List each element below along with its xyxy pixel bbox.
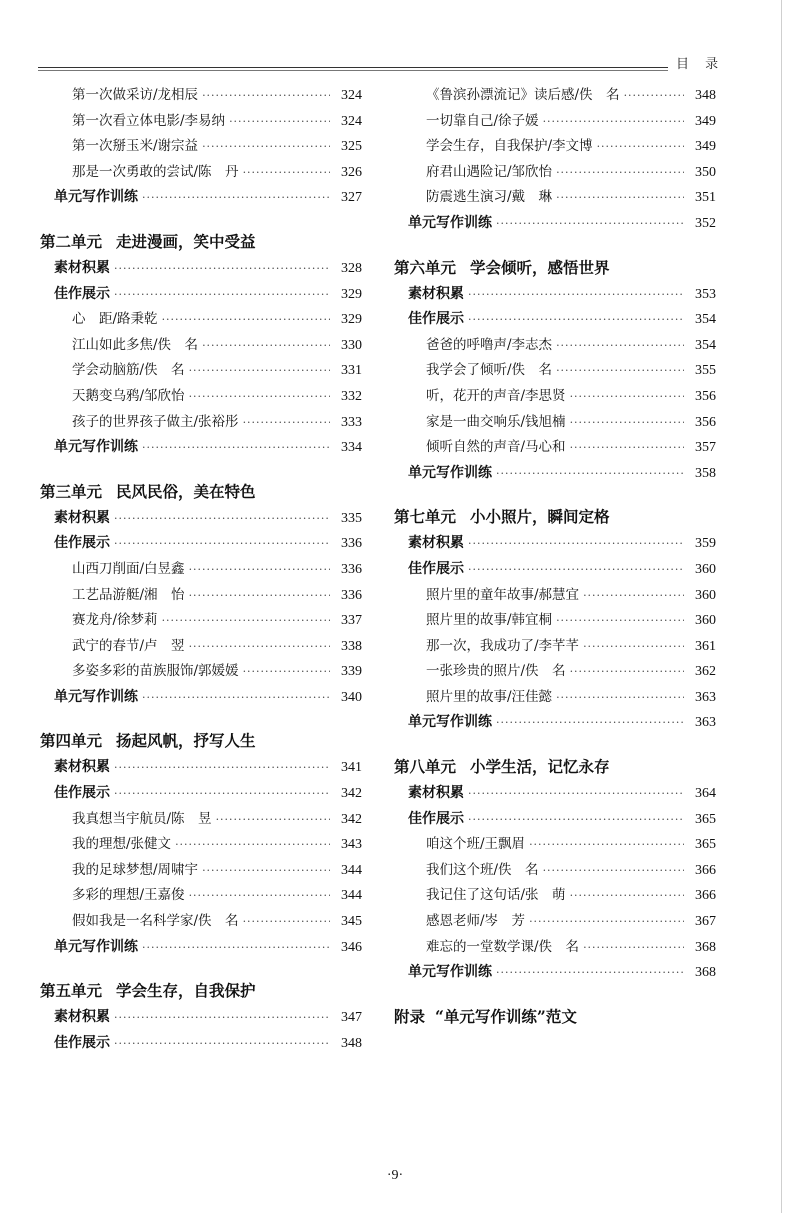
entry-page-number: 349 bbox=[695, 139, 716, 155]
toc-article-entry[interactable] bbox=[394, 685, 716, 711]
entry-page-number: 336 bbox=[341, 561, 362, 577]
entry-page-number: 342 bbox=[341, 786, 362, 802]
toc-article-entry[interactable] bbox=[40, 858, 362, 884]
entry-title: 学会生存，自我保护/李文博 bbox=[426, 138, 593, 155]
toc-article-entry[interactable] bbox=[40, 634, 362, 660]
leader-dots bbox=[243, 909, 330, 935]
entry-page-number: 332 bbox=[341, 388, 362, 404]
entry-title: 佳作展示 bbox=[408, 560, 464, 577]
toc-section-entry[interactable] bbox=[40, 506, 362, 532]
leader-dots bbox=[583, 583, 684, 609]
entry-page-number: 354 bbox=[695, 337, 716, 353]
toc-article-entry[interactable] bbox=[40, 410, 362, 436]
toc-left-column bbox=[40, 83, 362, 1074]
entry-title: 单元写作训练 bbox=[54, 189, 138, 206]
entry-page-number: 343 bbox=[341, 837, 362, 853]
entry-title: 佳作展示 bbox=[54, 535, 110, 552]
leader-dots bbox=[114, 1031, 330, 1057]
leader-dots bbox=[189, 557, 330, 583]
entry-page-number: 328 bbox=[341, 260, 362, 276]
leader-dots bbox=[189, 358, 330, 384]
entry-title: 我真想当宇航员/陈 昱 bbox=[72, 810, 212, 827]
leader-dots bbox=[468, 807, 684, 833]
entry-title: 孩子的世界孩子做主/张裕彤 bbox=[72, 413, 239, 430]
entry-title: 江山如此多焦/佚 名 bbox=[72, 336, 199, 353]
toc-article-entry[interactable] bbox=[40, 109, 362, 135]
toc-section-entry[interactable] bbox=[394, 307, 716, 333]
entry-title: 第一次做采访/龙相辰 bbox=[72, 87, 199, 103]
unit-heading[interactable] bbox=[40, 728, 362, 753]
entry-title: 我们这个班/佚 名 bbox=[426, 861, 539, 878]
entry-title: 单元写作训练 bbox=[408, 214, 492, 231]
toc-article-entry[interactable] bbox=[40, 134, 362, 160]
leader-dots bbox=[529, 832, 684, 858]
header-rule-thin bbox=[38, 70, 668, 71]
entry-page-number: 350 bbox=[695, 164, 716, 180]
leader-dots bbox=[189, 883, 330, 909]
appendix-heading[interactable] bbox=[394, 1004, 716, 1029]
entry-page-number: 336 bbox=[341, 587, 362, 603]
leader-dots bbox=[496, 960, 684, 986]
leader-dots bbox=[570, 883, 684, 909]
toc-unit bbox=[40, 83, 362, 211]
leader-dots bbox=[570, 659, 684, 685]
leader-dots bbox=[570, 410, 684, 436]
entry-page-number: 358 bbox=[695, 465, 716, 481]
leader-dots bbox=[114, 282, 330, 308]
unit-name: 小学生活，记忆永存 bbox=[470, 757, 610, 777]
toc-section-entry[interactable] bbox=[394, 781, 716, 807]
entry-page-number: 330 bbox=[341, 337, 362, 353]
leader-dots bbox=[162, 307, 330, 333]
header-rule bbox=[38, 67, 668, 68]
leader-dots bbox=[114, 256, 330, 282]
entry-page-number: 363 bbox=[695, 715, 716, 731]
entry-title: 第一次看立体电影/李易纳 bbox=[72, 112, 226, 129]
toc-unit bbox=[40, 479, 362, 711]
entry-page-number: 347 bbox=[341, 1010, 362, 1026]
toc-article-entry[interactable] bbox=[394, 935, 716, 961]
leader-dots bbox=[583, 935, 684, 961]
entry-page-number: 329 bbox=[341, 312, 362, 328]
toc-section-entry[interactable] bbox=[394, 461, 716, 487]
unit-number: 第三单元 bbox=[40, 481, 103, 501]
entry-page-number: 346 bbox=[341, 939, 362, 955]
leader-dots bbox=[142, 185, 330, 211]
entry-title: 咱这个班/王飘眉 bbox=[426, 836, 526, 853]
toc-right-column bbox=[394, 83, 716, 1029]
entry-title: 那是一次勇敢的尝试/陈 丹 bbox=[72, 163, 239, 180]
leader-dots bbox=[243, 160, 330, 186]
leader-dots bbox=[624, 83, 684, 109]
toc-unit bbox=[40, 728, 362, 960]
entry-page-number: 326 bbox=[341, 164, 362, 180]
entry-title: 感恩老师/岑 芳 bbox=[426, 913, 526, 930]
entry-page-number: 344 bbox=[341, 888, 362, 904]
leader-dots bbox=[468, 282, 684, 308]
entry-page-number: 364 bbox=[695, 786, 716, 802]
entry-page-number: 342 bbox=[341, 811, 362, 827]
leader-dots bbox=[114, 781, 330, 807]
entry-title: 武宁的春节/卢 翌 bbox=[72, 637, 185, 654]
toc-article-entry[interactable] bbox=[40, 358, 362, 384]
leader-dots bbox=[189, 583, 330, 609]
toc-article-entry[interactable] bbox=[394, 410, 716, 436]
leader-dots bbox=[543, 109, 684, 135]
leader-dots bbox=[114, 531, 330, 557]
leader-dots bbox=[468, 781, 684, 807]
entry-page-number: 360 bbox=[695, 561, 716, 577]
leader-dots bbox=[202, 83, 330, 109]
leader-dots bbox=[142, 685, 330, 711]
entry-page-number: 359 bbox=[695, 536, 716, 552]
toc-article-entry[interactable] bbox=[40, 83, 362, 109]
entry-page-number: 331 bbox=[341, 363, 362, 379]
entry-title: 佳作展示 bbox=[54, 785, 110, 802]
toc-unit bbox=[40, 978, 362, 1056]
unit-number: 第二单元 bbox=[40, 231, 103, 251]
unit-number: 第六单元 bbox=[394, 257, 457, 277]
entry-title: 那一次，我成功了/李芊芊 bbox=[426, 637, 580, 654]
entry-page-number: 348 bbox=[695, 88, 716, 103]
entry-page-number: 344 bbox=[341, 862, 362, 878]
leader-dots bbox=[556, 160, 684, 186]
toc-section-entry[interactable] bbox=[40, 185, 362, 211]
toc-section-entry[interactable] bbox=[394, 531, 716, 557]
entry-title: 我记住了这句话/张 萌 bbox=[426, 887, 566, 904]
toc-article-entry[interactable] bbox=[40, 807, 362, 833]
toc-section-entry[interactable] bbox=[394, 710, 716, 736]
toc-section-entry[interactable] bbox=[40, 531, 362, 557]
entry-page-number: 354 bbox=[695, 312, 716, 328]
toc-section-entry[interactable] bbox=[40, 282, 362, 308]
toc-article-entry[interactable] bbox=[40, 909, 362, 935]
leader-dots bbox=[583, 634, 684, 660]
entry-title: 单元写作训练 bbox=[54, 938, 138, 955]
entry-title: 佳作展示 bbox=[408, 311, 464, 328]
entry-page-number: 324 bbox=[341, 113, 362, 129]
leader-dots bbox=[543, 858, 684, 884]
unit-name: 小小照片，瞬间定格 bbox=[470, 507, 610, 527]
toc-article-entry[interactable] bbox=[40, 333, 362, 359]
toc-article-entry[interactable] bbox=[40, 384, 362, 410]
entry-page-number: 327 bbox=[341, 190, 362, 206]
entry-title: 府君山遇险记/邹欣怡 bbox=[426, 163, 553, 180]
toc-article-entry[interactable] bbox=[40, 832, 362, 858]
entry-title: 一切靠自己/徐子媛 bbox=[426, 112, 539, 129]
toc-article-entry[interactable] bbox=[394, 134, 716, 160]
entry-title: 素材积累 bbox=[54, 509, 110, 526]
toc-section-entry[interactable] bbox=[40, 435, 362, 461]
entry-page-number: 357 bbox=[695, 440, 716, 456]
toc-article-entry[interactable] bbox=[394, 634, 716, 660]
leader-dots bbox=[556, 685, 684, 711]
leader-dots bbox=[189, 384, 330, 410]
leader-dots bbox=[556, 185, 684, 211]
unit-name: 走进漫画，笑中受益 bbox=[116, 231, 256, 251]
entry-title: 天鹅变乌鸦/邹欣怡 bbox=[72, 387, 185, 404]
entry-title: 假如我是一名科学家/佚 名 bbox=[72, 913, 239, 930]
toc-article-entry[interactable] bbox=[394, 435, 716, 461]
entry-title: 心 距/路秉乾 bbox=[72, 311, 158, 328]
toc-section-entry[interactable] bbox=[40, 755, 362, 781]
leader-dots bbox=[114, 755, 330, 781]
toc-article-entry[interactable] bbox=[40, 307, 362, 333]
entry-page-number: 365 bbox=[695, 837, 716, 853]
entry-page-number: 333 bbox=[341, 414, 362, 430]
entry-title: 第一次掰玉米/谢宗益 bbox=[72, 138, 199, 155]
entry-title: 我学会了倾听/佚 名 bbox=[426, 362, 553, 379]
entry-title: 照片里的故事/韩宜桐 bbox=[426, 612, 553, 629]
leader-dots bbox=[202, 858, 330, 884]
entry-title: 倾听自然的声音/马心和 bbox=[426, 439, 566, 456]
entry-page-number: 365 bbox=[695, 811, 716, 827]
entry-title: 《鲁滨孙漂流记》读后感/佚 名 bbox=[426, 87, 620, 103]
entry-title: 我的理想/张健文 bbox=[72, 836, 172, 853]
toc-section-entry[interactable] bbox=[40, 935, 362, 961]
leader-dots bbox=[570, 384, 684, 410]
toc-article-entry[interactable] bbox=[394, 608, 716, 634]
entry-title: 多彩的理想/王嘉俊 bbox=[72, 887, 185, 904]
entry-page-number: 325 bbox=[341, 139, 362, 155]
toc-article-entry[interactable] bbox=[40, 557, 362, 583]
leader-dots bbox=[570, 435, 684, 461]
leader-dots bbox=[556, 358, 684, 384]
entry-page-number: 360 bbox=[695, 587, 716, 603]
toc-article-entry[interactable] bbox=[394, 185, 716, 211]
entry-title: 素材积累 bbox=[54, 759, 110, 776]
entry-title: 赛龙舟/徐梦莉 bbox=[72, 612, 158, 629]
toc-article-entry[interactable] bbox=[394, 832, 716, 858]
entry-page-number: 349 bbox=[695, 113, 716, 129]
entry-title: 单元写作训练 bbox=[408, 464, 492, 481]
entry-page-number: 355 bbox=[695, 363, 716, 379]
leader-dots bbox=[142, 435, 330, 461]
unit-name: 学会倾听，感悟世界 bbox=[470, 257, 610, 277]
entry-page-number: 351 bbox=[695, 190, 716, 206]
toc-article-entry[interactable] bbox=[394, 659, 716, 685]
entry-title: 素材积累 bbox=[408, 285, 464, 302]
entry-page-number: 356 bbox=[695, 388, 716, 404]
toc-article-entry[interactable] bbox=[394, 909, 716, 935]
entry-title: 多姿多彩的苗族服饰/郭媛媛 bbox=[72, 663, 239, 680]
entry-title: 学会动脑筋/佚 名 bbox=[72, 362, 185, 379]
entry-title: 照片里的故事/汪佳懿 bbox=[426, 688, 553, 705]
leader-dots bbox=[114, 1005, 330, 1031]
leader-dots bbox=[229, 109, 330, 135]
entry-title: 单元写作训练 bbox=[408, 964, 492, 981]
entry-title: 山西刀削面/白昱鑫 bbox=[72, 560, 185, 577]
toc-section-entry[interactable] bbox=[394, 960, 716, 986]
leader-dots bbox=[162, 608, 330, 634]
entry-page-number: 360 bbox=[695, 613, 716, 629]
entry-page-number: 366 bbox=[695, 862, 716, 878]
toc-section-entry[interactable] bbox=[40, 1005, 362, 1031]
entry-title: 素材积累 bbox=[408, 535, 464, 552]
leader-dots bbox=[496, 710, 684, 736]
leader-dots bbox=[556, 333, 684, 359]
entry-page-number: 334 bbox=[341, 440, 362, 456]
leader-dots bbox=[468, 557, 684, 583]
toc-unit bbox=[40, 229, 362, 461]
toc-section-entry[interactable] bbox=[40, 685, 362, 711]
toc-article-entry[interactable] bbox=[394, 160, 716, 186]
entry-page-number: 362 bbox=[695, 664, 716, 680]
toc-article-entry[interactable] bbox=[394, 858, 716, 884]
unit-number: 第七单元 bbox=[394, 507, 457, 527]
leader-dots bbox=[597, 134, 684, 160]
leader-dots bbox=[142, 935, 330, 961]
unit-number: 第八单元 bbox=[394, 757, 457, 777]
entry-title: 防震逃生演习/戴 琳 bbox=[426, 189, 553, 206]
entry-title: 单元写作训练 bbox=[408, 714, 492, 731]
unit-heading[interactable] bbox=[40, 479, 362, 504]
leader-dots bbox=[529, 909, 684, 935]
unit-name: 学会生存，自我保护 bbox=[116, 981, 256, 1001]
leader-dots bbox=[243, 659, 330, 685]
toc-section-entry[interactable] bbox=[394, 282, 716, 308]
entry-page-number: 324 bbox=[341, 88, 362, 103]
leader-dots bbox=[114, 506, 330, 532]
entry-page-number: 352 bbox=[695, 215, 716, 231]
entry-page-number: 339 bbox=[341, 664, 362, 680]
leader-dots bbox=[175, 832, 330, 858]
entry-page-number: 366 bbox=[695, 888, 716, 904]
toc-article-entry[interactable] bbox=[394, 109, 716, 135]
entry-page-number: 337 bbox=[341, 613, 362, 629]
entry-page-number: 356 bbox=[695, 414, 716, 430]
header-title: 目 录 bbox=[676, 57, 725, 72]
appendix-title: “单元写作训练”范文 bbox=[435, 1006, 577, 1026]
leader-dots bbox=[468, 531, 684, 557]
leader-dots bbox=[243, 410, 330, 436]
entry-title: 素材积累 bbox=[54, 259, 110, 276]
entry-title: 家是一曲交响乐/钱旭楠 bbox=[426, 413, 566, 430]
leader-dots bbox=[496, 461, 684, 487]
toc-unit bbox=[394, 754, 716, 986]
toc-section-entry[interactable] bbox=[394, 557, 716, 583]
entry-page-number: 367 bbox=[695, 914, 716, 930]
toc-article-entry[interactable] bbox=[394, 883, 716, 909]
leader-dots bbox=[202, 333, 330, 359]
leader-dots bbox=[189, 634, 330, 660]
unit-heading[interactable] bbox=[40, 978, 362, 1003]
entry-title: 单元写作训练 bbox=[54, 439, 138, 456]
toc-section-entry[interactable] bbox=[394, 211, 716, 237]
leader-dots bbox=[496, 211, 684, 237]
entry-page-number: 341 bbox=[341, 760, 362, 776]
entry-page-number: 368 bbox=[695, 965, 716, 981]
entry-title: 素材积累 bbox=[54, 1009, 110, 1026]
toc-section-entry[interactable] bbox=[394, 807, 716, 833]
entry-title: 照片里的童年故事/郝慧宜 bbox=[426, 586, 580, 603]
toc-article-entry[interactable] bbox=[40, 883, 362, 909]
entry-title: 单元写作训练 bbox=[54, 688, 138, 705]
unit-name: 民风民俗，美在特色 bbox=[116, 481, 256, 501]
toc-article-entry[interactable] bbox=[394, 358, 716, 384]
toc-article-entry[interactable] bbox=[40, 583, 362, 609]
toc-article-entry[interactable] bbox=[394, 83, 716, 109]
toc-article-entry[interactable] bbox=[40, 608, 362, 634]
toc-unit bbox=[394, 255, 716, 487]
unit-heading[interactable] bbox=[40, 229, 362, 254]
entry-title: 佳作展示 bbox=[54, 1034, 110, 1051]
entry-title: 难忘的一堂数学课/佚 名 bbox=[426, 938, 580, 955]
unit-number: 第五单元 bbox=[40, 981, 103, 1001]
leader-dots bbox=[468, 307, 684, 333]
entry-page-number: 340 bbox=[341, 689, 362, 705]
unit-heading[interactable] bbox=[394, 754, 716, 779]
page-edge bbox=[781, 0, 782, 1213]
entry-title: 听，花开的声音/李思贤 bbox=[426, 387, 566, 404]
entry-page-number: 348 bbox=[341, 1035, 362, 1051]
entry-title: 一张珍贵的照片/佚 名 bbox=[426, 663, 566, 680]
entry-page-number: 363 bbox=[695, 689, 716, 705]
page-number: ·9· bbox=[386, 1168, 404, 1183]
entry-page-number: 335 bbox=[341, 510, 362, 526]
entry-title: 工艺品游艇/湘 怡 bbox=[72, 586, 185, 603]
appendix-label: 附录 bbox=[394, 1006, 426, 1026]
unit-name: 扬起风帆，抒写人生 bbox=[116, 731, 256, 751]
unit-number: 第四单元 bbox=[40, 731, 103, 751]
entry-title: 我的足球梦想/周啸宇 bbox=[72, 861, 199, 878]
toc-unit bbox=[394, 83, 716, 237]
toc-article-entry[interactable] bbox=[40, 659, 362, 685]
entry-page-number: 338 bbox=[341, 638, 362, 654]
entry-title: 佳作展示 bbox=[408, 810, 464, 827]
toc-article-entry[interactable] bbox=[40, 160, 362, 186]
entry-page-number: 336 bbox=[341, 536, 362, 552]
entry-page-number: 361 bbox=[695, 638, 716, 654]
toc-section-entry[interactable] bbox=[40, 1031, 362, 1057]
toc-section-entry[interactable] bbox=[40, 256, 362, 282]
entry-title: 爸爸的呼噜声/李志杰 bbox=[426, 336, 553, 353]
entry-page-number: 368 bbox=[695, 939, 716, 955]
leader-dots bbox=[216, 807, 330, 833]
entry-page-number: 345 bbox=[341, 914, 362, 930]
entry-title: 素材积累 bbox=[408, 785, 464, 802]
leader-dots bbox=[556, 608, 684, 634]
toc-unit bbox=[394, 504, 716, 736]
toc-article-entry[interactable] bbox=[394, 333, 716, 359]
entry-page-number: 353 bbox=[695, 286, 716, 302]
toc-article-entry[interactable] bbox=[394, 583, 716, 609]
toc-article-entry[interactable] bbox=[394, 384, 716, 410]
unit-heading[interactable] bbox=[394, 255, 716, 280]
leader-dots bbox=[202, 134, 330, 160]
unit-heading[interactable] bbox=[394, 504, 716, 529]
toc-section-entry[interactable] bbox=[40, 781, 362, 807]
entry-page-number: 329 bbox=[341, 286, 362, 302]
entry-title: 佳作展示 bbox=[54, 285, 110, 302]
